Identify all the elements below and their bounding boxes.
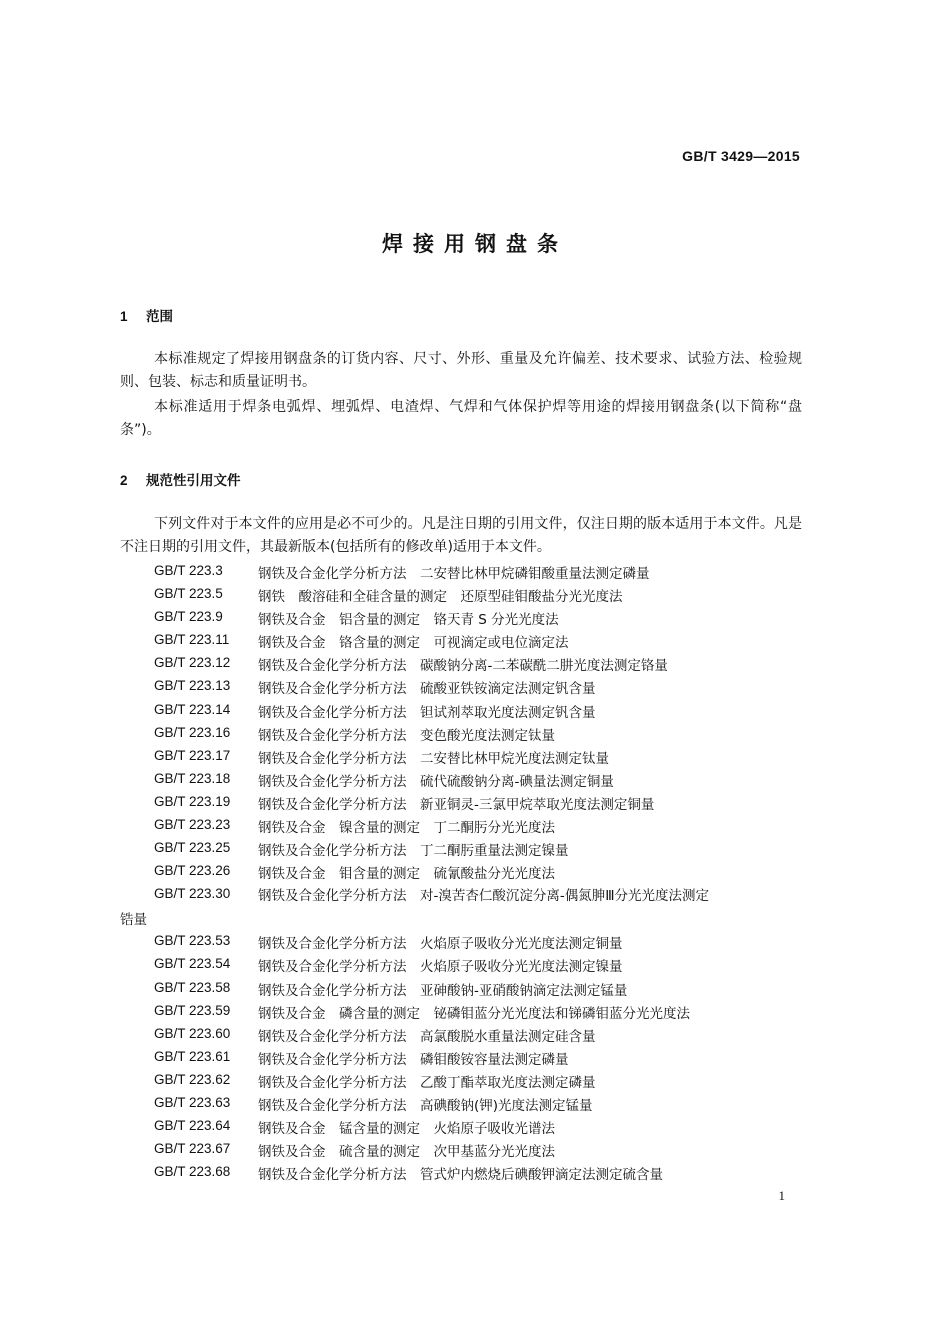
reference-title: 钢铁及合金化学分析方法 硫酸亚铁铵滴定法测定钒含量 <box>258 681 596 698</box>
reference-code: GB/T 223.60 <box>154 1025 231 1041</box>
section-1-title: 范围 <box>146 309 173 325</box>
reference-title: 钢铁及合金 硫含量的测定 次甲基蓝分光光度法 <box>258 1144 555 1161</box>
reference-title: 钢铁及合金化学分析方法 碳酸钠分离-二苯碳酰二肼光度法测定铬量 <box>258 658 668 675</box>
reference-title: 钢铁及合金化学分析方法 高碘酸钠(钾)光度法测定锰量 <box>258 1097 593 1114</box>
reference-title: 钢铁及合金化学分析方法 变色酸光度法测定钛量 <box>258 727 555 744</box>
reference-item <box>0 653 950 676</box>
reference-title: 钢铁及合金 锰含量的测定 火焰原子吸收光谱法 <box>258 1121 555 1138</box>
reference-code: GB/T 223.25 <box>154 840 231 856</box>
reference-title: 钢铁及合金化学分析方法 新亚铜灵-三氯甲烷萃取光度法测定铜量 <box>258 796 655 813</box>
reference-item <box>0 792 950 815</box>
reference-title: 钢铁及合金 磷含量的测定 铋磷钼蓝分光光度法和锑磷钼蓝分光光度法 <box>258 1005 690 1022</box>
reference-code: GB/T 223.68 <box>154 1164 231 1180</box>
reference-code: GB/T 223.62 <box>154 1071 231 1087</box>
reference-item <box>0 1047 950 1070</box>
reference-title: 钢铁及合金化学分析方法 火焰原子吸收分光光度法测定铜量 <box>258 936 623 953</box>
reference-item <box>0 954 950 977</box>
reference-item <box>0 978 950 1001</box>
reference-code: GB/T 223.54 <box>154 956 231 972</box>
reference-title: 钢铁及合金化学分析方法 二安替比林甲烷磷钼酸重量法测定磷量 <box>258 566 650 582</box>
section-1-paragraph-2: 本标准适用于焊条电弧焊、埋弧焊、电渣焊、气焊和气体保护焊等用途的焊接用钢盘条(以下简称“盘条”)。 <box>120 399 802 438</box>
page-number: 1 <box>778 1188 785 1203</box>
reference-item <box>0 1162 950 1185</box>
reference-code: GB/T 223.30 <box>154 886 231 902</box>
reference-code: GB/T 223.19 <box>154 793 231 809</box>
reference-title: 钢铁及合金化学分析方法 对-溴苦杏仁酸沉淀分离-偶氮胂Ⅲ分光光度法测定 <box>258 888 710 905</box>
reference-title: 钢铁及合金化学分析方法 火焰原子吸收分光光度法测定镍量 <box>258 959 623 976</box>
reference-item <box>0 561 950 584</box>
reference-code: GB/T 223.23 <box>154 817 231 833</box>
document-header-code: GB/T 3429—2015 <box>682 148 800 164</box>
reference-code: GB/T 223.61 <box>154 1048 231 1064</box>
reference-title: 钢铁及合金 铝含量的测定 铬天青 S 分光光度法 <box>258 612 559 629</box>
reference-title: 钢铁及合金化学分析方法 高氯酸脱水重量法测定硅含量 <box>258 1028 596 1045</box>
reference-item <box>0 861 950 884</box>
reference-code: GB/T 223.3 <box>154 563 223 578</box>
reference-code: GB/T 223.9 <box>154 609 223 625</box>
reference-code: GB/T 223.17 <box>154 747 231 763</box>
reference-code: GB/T 223.14 <box>154 701 231 717</box>
section-2-title: 规范性引用文件 <box>146 473 241 489</box>
reference-item <box>0 931 950 954</box>
document-title: 焊接用钢盘条 <box>382 232 568 256</box>
reference-code: GB/T 223.5 <box>154 586 223 602</box>
reference-item <box>0 584 950 607</box>
reference-item <box>0 630 950 653</box>
section-1-heading <box>120 305 173 325</box>
reference-title: 钢铁及合金化学分析方法 乙酸丁酯萃取光度法测定磷量 <box>258 1074 596 1091</box>
reference-code: GB/T 223.12 <box>154 655 231 671</box>
reference-item <box>0 838 950 861</box>
reference-title: 钢铁及合金化学分析方法 管式炉内燃烧后碘酸钾滴定法测定硫含量 <box>258 1167 663 1184</box>
reference-item <box>0 723 950 746</box>
reference-title: 钢铁及合金 镍含量的测定 丁二酮肟分光光度法 <box>258 820 555 837</box>
reference-title: 钢铁及合金化学分析方法 丁二酮肟重量法测定镍量 <box>258 843 569 860</box>
reference-title: 钢铁及合金化学分析方法 二安替比林甲烷光度法测定钛量 <box>258 750 609 767</box>
reference-item <box>0 815 950 838</box>
reference-title: 钢铁及合金化学分析方法 硫代硫酸钠分离-碘量法测定铜量 <box>258 773 614 790</box>
reference-code: GB/T 223.13 <box>154 678 231 694</box>
reference-item <box>0 1070 950 1093</box>
reference-item <box>0 1139 950 1162</box>
reference-code: GB/T 223.63 <box>154 1094 231 1110</box>
reference-code: GB/T 223.16 <box>154 724 231 740</box>
normative-references-list <box>0 561 950 1185</box>
reference-item <box>0 1093 950 1116</box>
reference-item <box>0 769 950 792</box>
reference-title-continuation: 锆量 <box>120 912 147 929</box>
reference-title: 钢铁及合金化学分析方法 亚砷酸钠-亚硝酸钠滴定法测定锰量 <box>258 982 628 999</box>
reference-code: GB/T 223.59 <box>154 1002 231 1018</box>
reference-item <box>0 884 950 931</box>
section-2-heading <box>120 469 241 489</box>
reference-item <box>0 700 950 723</box>
reference-code: GB/T 223.67 <box>154 1141 231 1157</box>
reference-item <box>0 607 950 630</box>
reference-code: GB/T 223.18 <box>154 770 231 786</box>
reference-code: GB/T 223.58 <box>154 979 231 995</box>
section-2-number: 2 <box>120 473 128 488</box>
reference-code: GB/T 223.53 <box>154 933 231 949</box>
reference-code: GB/T 223.11 <box>154 632 230 648</box>
reference-item <box>0 746 950 769</box>
reference-title: 钢铁及合金 钼含量的测定 硫氰酸盐分光光度法 <box>258 866 555 883</box>
reference-item <box>0 676 950 699</box>
reference-item <box>0 1116 950 1139</box>
reference-title: 钢铁 酸溶硅和全硅含量的测定 还原型硅钼酸盐分光光度法 <box>258 589 623 606</box>
section-1-number: 1 <box>120 309 128 324</box>
reference-item <box>0 1001 950 1024</box>
reference-title: 钢铁及合金化学分析方法 磷钼酸铵容量法测定磷量 <box>258 1051 569 1068</box>
section-2-paragraph-1: 下列文件对于本文件的应用是必不可少的。凡是注日期的引用文件，仅注日期的版本适用于本文件。凡是不注日期的引用文件，其最新版本(包括所有的修改单)适用于本文件。 <box>120 516 802 555</box>
reference-item <box>0 1024 950 1047</box>
reference-title: 钢铁及合金 铬含量的测定 可视滴定或电位滴定法 <box>258 635 569 652</box>
reference-code: GB/T 223.26 <box>154 863 231 879</box>
section-1-paragraph-1: 本标准规定了焊接用钢盘条的订货内容、尺寸、外形、重量及允许偏差、技术要求、试验方法、检验规则、包装、标志和质量证明书。 <box>120 351 802 390</box>
reference-code: GB/T 223.64 <box>154 1118 231 1134</box>
reference-title: 钢铁及合金化学分析方法 钽试剂萃取光度法测定钒含量 <box>258 704 596 721</box>
